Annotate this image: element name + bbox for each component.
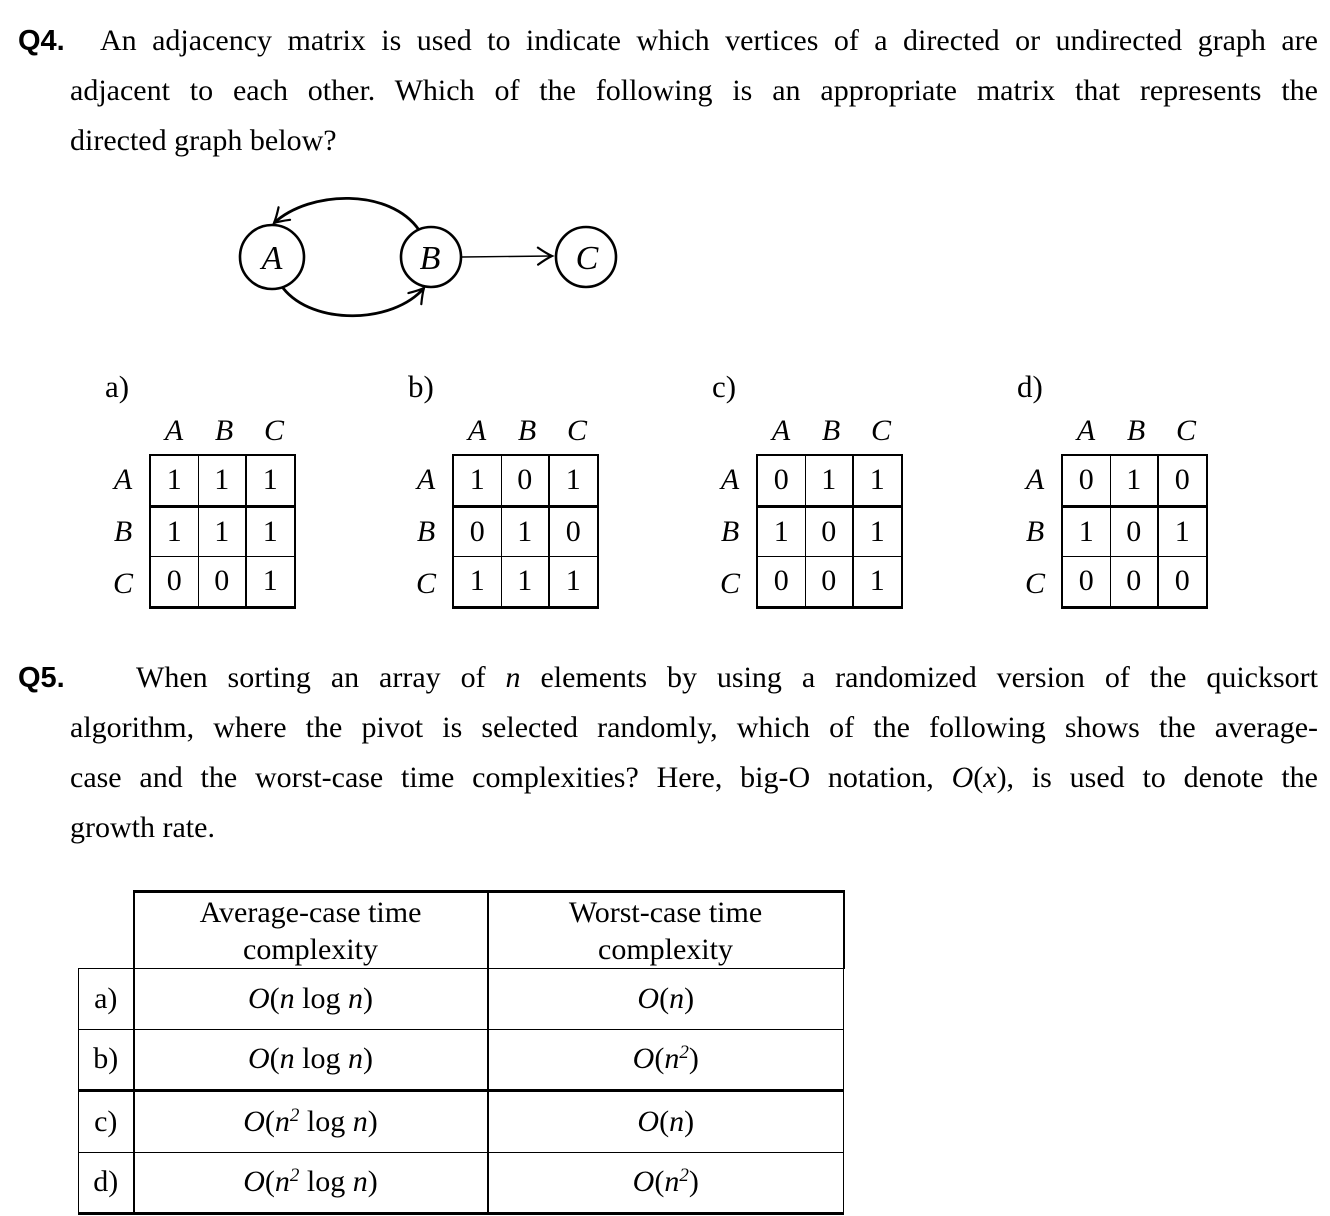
avg-case-cell <box>134 1152 488 1214</box>
text-run: log <box>294 1042 348 1076</box>
matrix-col-header: A <box>164 414 184 447</box>
matrix-cell: 0 <box>805 506 853 557</box>
row-option-label: b) <box>79 1029 134 1091</box>
matrix-row-header: C <box>1024 567 1045 600</box>
question-number-q5: Q5. <box>18 662 65 694</box>
text-run: O <box>632 1165 655 1199</box>
matrix-row-header: A <box>1025 463 1045 496</box>
matrix-col-header: C <box>870 414 891 447</box>
text-run: n <box>664 1042 680 1076</box>
worst-case-cell <box>488 1091 844 1153</box>
answer-options-q4 <box>0 370 1330 620</box>
table-row-b <box>79 1029 844 1091</box>
header-worst-case: Worst-case time complexity <box>488 892 844 969</box>
matrix-row-header: B <box>113 515 133 548</box>
text-run: ( <box>269 1042 280 1076</box>
option-label-b: b) <box>408 369 434 404</box>
text-run: n <box>664 1165 680 1199</box>
text-run: O <box>637 1104 660 1138</box>
text-run: ), is used to denote the <box>996 761 1318 794</box>
matrix-col-header: A <box>1076 414 1096 447</box>
text-run: 2 <box>289 1104 300 1126</box>
worst-case-cell <box>488 969 844 1030</box>
matrix-option-b <box>408 370 608 620</box>
text-run: n <box>348 981 363 1015</box>
text-run: ( <box>654 1042 665 1076</box>
matrix-row <box>453 506 598 557</box>
matrix-cell: 1 <box>198 506 246 557</box>
question-text-line <box>70 753 1318 803</box>
matrix-cell: 1 <box>805 455 853 506</box>
text-run: O <box>637 981 660 1015</box>
graph-node-label-b: B <box>419 240 441 277</box>
matrix-cell: 1 <box>198 455 246 506</box>
matrix-cell: 0 <box>1062 455 1110 506</box>
text-run: n <box>274 1165 290 1199</box>
question-text-line <box>70 803 1318 853</box>
matrix-cell: 0 <box>150 557 198 608</box>
matrix-cell: 1 <box>150 455 198 506</box>
matrix-cell: 1 <box>150 506 198 557</box>
worst-case-cell <box>488 1152 844 1214</box>
text-run: ) <box>363 1042 373 1076</box>
option-label-d: d) <box>1017 369 1043 404</box>
text-run: O <box>247 981 270 1015</box>
text-run: ( <box>264 1165 275 1199</box>
matrix-cell: 1 <box>853 557 902 608</box>
avg-case-cell <box>134 969 488 1030</box>
matrix-col-header: A <box>771 414 791 447</box>
matrix-cell: 0 <box>549 506 598 557</box>
matrix-cell: 1 <box>853 455 902 506</box>
matrix-cell: 0 <box>198 557 246 608</box>
text-run: ) <box>684 981 695 1015</box>
matrix-col-header: C <box>566 414 587 447</box>
matrix-col-header: B <box>214 414 234 447</box>
edge-b-to-a-arc <box>274 198 419 230</box>
matrix-col-header: C <box>1175 414 1196 447</box>
adjacency-matrix-b <box>452 454 599 609</box>
question-text-line <box>100 16 1318 66</box>
matrix-cell: 1 <box>549 455 598 506</box>
text-run: O <box>243 1104 265 1138</box>
matrix-row-header: C <box>112 567 133 600</box>
directed-graph <box>210 178 630 338</box>
matrix-cell: 0 <box>1158 557 1207 608</box>
question-text-line <box>136 653 1318 703</box>
text-run: An adjacency matrix is used to indicate which vertices of a directed or undirected graph are <box>100 24 1318 57</box>
edge-a-to-b-arc <box>283 288 424 316</box>
table-header-spacer <box>79 892 134 969</box>
text-run: x <box>983 761 997 794</box>
matrix-cell: 0 <box>1158 455 1207 506</box>
matrix-row <box>1062 557 1207 608</box>
matrix-row-headers <box>105 454 141 610</box>
matrix-row-headers <box>1017 454 1053 610</box>
matrix-cell: 0 <box>757 557 805 608</box>
question-q5 <box>18 653 1318 853</box>
matrix-cell: 1 <box>246 455 295 506</box>
matrix-cell: 1 <box>246 557 295 608</box>
option-label-a: a) <box>105 369 130 404</box>
matrix-col-header: B <box>821 414 841 447</box>
matrix-row <box>1062 455 1207 506</box>
matrix-cell: 0 <box>501 455 549 506</box>
text-run: ) <box>684 1104 695 1138</box>
text-run: ) <box>688 1165 699 1199</box>
matrix-cell: 0 <box>1062 557 1110 608</box>
adjacency-matrix-a <box>149 454 296 609</box>
matrix-row-header: C <box>719 567 740 600</box>
matrix-row-headers <box>408 454 444 610</box>
table-row-c <box>79 1091 844 1153</box>
text-run: ( <box>269 981 280 1015</box>
text-run: n <box>279 981 295 1015</box>
question-text-line <box>70 703 1318 753</box>
text-run: O <box>632 1042 655 1076</box>
matrix-cell: 1 <box>549 557 598 608</box>
text-run: ( <box>659 1104 670 1138</box>
text-run: ) <box>363 981 373 1015</box>
text-run: n <box>505 661 521 694</box>
text-run: n <box>669 1104 685 1138</box>
text-run: ) <box>367 1104 378 1138</box>
text-run: ) <box>367 1165 378 1199</box>
matrix-option-d <box>1017 370 1217 620</box>
matrix-col-header: B <box>1126 414 1146 447</box>
text-run: ( <box>973 761 984 794</box>
matrix-option-a <box>105 370 305 620</box>
matrix-col-headers <box>452 414 602 448</box>
text-run: log <box>294 981 348 1015</box>
row-option-label: a) <box>79 969 134 1030</box>
text-run: elements by using a randomized version of the quicksort <box>520 661 1318 694</box>
matrix-cell: 1 <box>501 506 549 557</box>
avg-case-cell <box>134 1091 488 1153</box>
matrix-cell: 0 <box>1110 557 1158 608</box>
text-run: directed graph below? <box>70 124 337 157</box>
matrix-col-headers <box>756 414 906 448</box>
matrix-col-header: A <box>467 414 487 447</box>
matrix-cell: 0 <box>1110 506 1158 557</box>
text-run: ) <box>688 1042 699 1076</box>
matrix-row <box>150 455 295 506</box>
matrix-row-headers <box>712 454 748 610</box>
text-run: algorithm, where the pivot is selected randomly, which of the following shows the average- <box>70 711 1318 744</box>
graph-node-label-c: C <box>575 240 599 277</box>
table-header-row <box>79 892 844 969</box>
matrix-cell: 1 <box>246 506 295 557</box>
text-run: n <box>352 1104 368 1138</box>
text-run: n <box>348 1042 363 1076</box>
matrix-cell: 1 <box>757 506 805 557</box>
matrix-row-header: A <box>416 463 436 496</box>
text-run: When sorting an array of <box>136 661 506 694</box>
matrix-row-header: C <box>415 567 436 600</box>
table-row-a <box>79 969 844 1030</box>
text-run: n <box>274 1104 290 1138</box>
matrix-cell: 0 <box>757 455 805 506</box>
matrix-cell: 1 <box>1062 506 1110 557</box>
matrix-row <box>150 506 295 557</box>
row-option-label: d) <box>79 1152 134 1214</box>
matrix-option-c <box>712 370 912 620</box>
matrix-cell: 1 <box>453 455 501 506</box>
header-average-case: Average-case time complexity <box>134 892 488 969</box>
matrix-row <box>1062 506 1207 557</box>
matrix-row <box>757 506 902 557</box>
text-run: log <box>299 1165 353 1199</box>
matrix-row <box>453 455 598 506</box>
matrix-col-headers <box>1061 414 1211 448</box>
matrix-cell: 1 <box>853 506 902 557</box>
matrix-row-header: B <box>416 515 436 548</box>
text-run: O <box>243 1165 265 1199</box>
matrix-row-header: A <box>113 463 133 496</box>
text-run: ( <box>654 1165 665 1199</box>
table-row-d <box>79 1152 844 1214</box>
matrix-cell: 1 <box>453 557 501 608</box>
text-run: case and the worst-case time complexities? Here, big-O notation, <box>70 761 952 794</box>
matrix-cell: 0 <box>453 506 501 557</box>
matrix-cell: 1 <box>1110 455 1158 506</box>
text-run: growth rate. <box>70 811 215 844</box>
matrix-row-header: A <box>720 463 740 496</box>
matrix-cell: 1 <box>1158 506 1207 557</box>
text-run: n <box>279 1042 295 1076</box>
text-run: ( <box>659 981 670 1015</box>
edge-b-to-c-arrow <box>462 256 552 257</box>
question-text-line <box>70 66 1318 116</box>
text-run: n <box>352 1165 368 1199</box>
text-run: 2 <box>679 1165 689 1187</box>
adjacency-matrix-d <box>1061 454 1208 609</box>
question-number-q4: Q4. <box>18 25 65 57</box>
matrix-row <box>453 557 598 608</box>
matrix-col-header: C <box>263 414 284 447</box>
graph-node-label-a: A <box>261 240 283 277</box>
matrix-row <box>757 557 902 608</box>
matrix-row-header: B <box>1025 515 1045 548</box>
matrix-col-header: B <box>517 414 537 447</box>
answer-table-q5 <box>78 890 845 1215</box>
row-option-label: c) <box>79 1091 134 1153</box>
option-label-c: c) <box>712 369 737 404</box>
worst-case-cell <box>488 1029 844 1091</box>
matrix-cell: 0 <box>805 557 853 608</box>
text-run: n <box>669 981 685 1015</box>
text-run: adjacent to each other. Which of the following is an appropriate matrix that represents the <box>70 74 1318 107</box>
text-run: O <box>247 1042 270 1076</box>
matrix-row <box>150 557 295 608</box>
matrix-col-headers <box>149 414 299 448</box>
question-q4 <box>18 16 1318 166</box>
question-text-line <box>70 116 1318 166</box>
matrix-row-header: B <box>720 515 740 548</box>
adjacency-matrix-c <box>756 454 903 609</box>
text-run: O <box>951 761 974 794</box>
avg-case-cell <box>134 1029 488 1091</box>
text-run: 2 <box>679 1042 689 1064</box>
text-run: ( <box>264 1104 275 1138</box>
text-run: log <box>299 1104 353 1138</box>
text-run: 2 <box>289 1165 300 1187</box>
matrix-cell: 1 <box>501 557 549 608</box>
matrix-row <box>757 455 902 506</box>
